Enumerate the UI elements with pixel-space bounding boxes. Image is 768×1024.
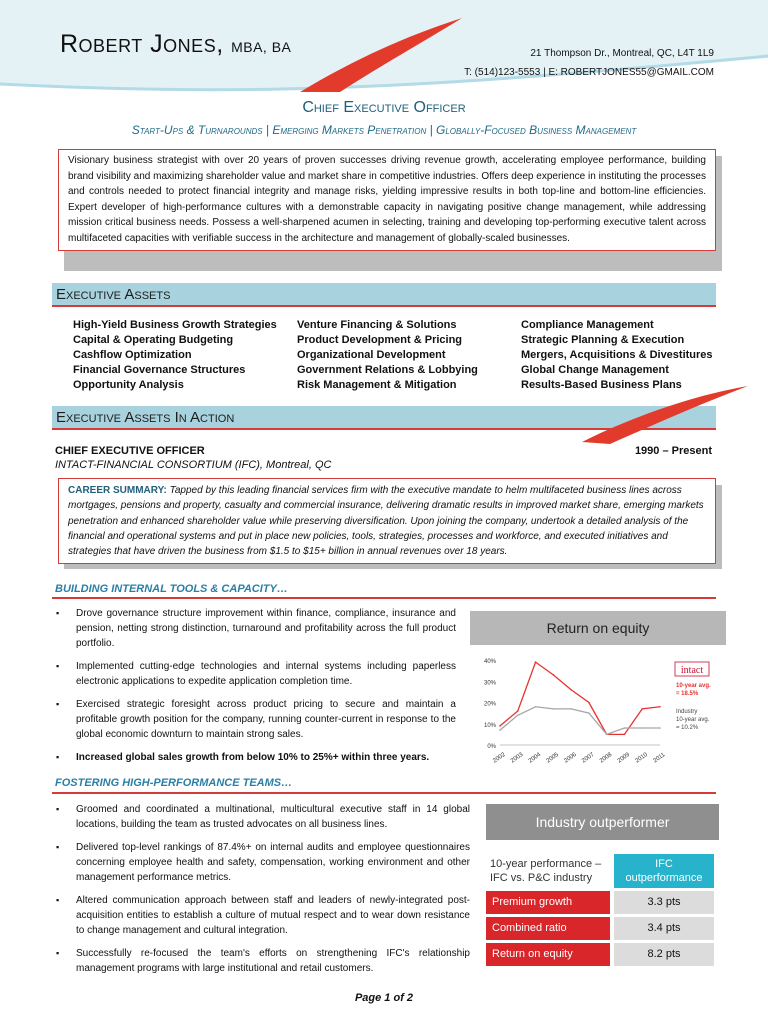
asset-item: Global Change Management xyxy=(521,364,669,376)
career-summary-box xyxy=(58,478,716,564)
data-point xyxy=(624,734,626,736)
data-point xyxy=(499,729,501,731)
job-dates: 1990 – Present xyxy=(634,445,712,457)
roe-chart xyxy=(470,611,726,771)
data-point xyxy=(588,702,590,704)
perf-row-value: 8.2 pts xyxy=(614,943,714,966)
career-summary-label: CAREER SUMMARY: xyxy=(68,485,167,496)
bullet-item: ▪ Exercised strategic foresight across product pricing to secure and maintain a profitable growth position for the company, running counter-current in response to the global economic downturn to maintain strong sales. xyxy=(52,697,456,742)
bullet-item: ▪ Drove governance structure improvement within finance, compliance, insurance and pension, netting strong distinction, turnaround and profitability across the full product portfolio. xyxy=(52,606,456,651)
candidate-name xyxy=(60,30,291,59)
assets-heading: Executive Assets xyxy=(52,283,716,307)
perf-header-left: 10-year performance – IFC vs. P&C industry xyxy=(490,858,602,884)
legend-industry-avg-label: 10-year avg. xyxy=(676,717,710,723)
career-summary-text: Tapped by this leading financial services firm with the executive mandate to helm multifaceted business lines across mortgages, pensions and property, casualty and commercial insurance, delivering dramatic results in improved market share, emerging markets penetration and enhanced shareholder value while preserving diversification. Upon joining the company, undertook a detailed analysis of the financial and operational systems and put in place new policies, tools, strategies, processes and workforce, and executed initiatives and strategies that have driven the business from $1.5 to $15+ billion in annual revenues over 18 years. xyxy=(68,485,704,558)
assets-column-2 xyxy=(297,318,478,393)
asset-item: Compliance Management xyxy=(521,319,654,331)
address: 21 Thompson Dr., Montreal, QC, L4T 1L9 xyxy=(530,48,714,59)
perf-rows xyxy=(486,891,719,966)
tagline: Start-Ups & Turnarounds | Emerging Markets Penetration | Globally-Focused Business Management xyxy=(131,123,637,137)
asset-item: Mergers, Acquisitions & Divestitures xyxy=(521,349,713,361)
data-point xyxy=(499,725,501,727)
y-tick-label: 0% xyxy=(487,744,496,750)
bullet-item: ▪ Groomed and coordinated a multinational, multicultural executive staff in 14 global locations, building the team as trusted advocates on all business lines. xyxy=(52,802,470,832)
name-text: Robert Jones, xyxy=(60,30,224,58)
y-tick-label: 40% xyxy=(483,659,496,665)
action-heading: Executive Assets In Action xyxy=(52,406,716,430)
data-point xyxy=(606,734,608,736)
series-line-industry xyxy=(500,707,660,735)
asset-item: Opportunity Analysis xyxy=(73,379,184,391)
section-heading-tools: BUILDING INTERNAL TOOLS & CAPACITY… xyxy=(55,583,288,595)
perf-row-label: Premium growth xyxy=(486,891,610,914)
section-heading-teams: FOSTERING HIGH-PERFORMANCE TEAMS… xyxy=(55,777,293,789)
section-divider xyxy=(52,792,716,794)
data-point xyxy=(570,689,572,691)
data-point xyxy=(659,706,661,708)
assets-column-1 xyxy=(73,318,277,393)
page-footer: Page 1 of 2 xyxy=(354,992,414,1004)
job-organization: INTACT-FINANCIAL CONSORTIUM (IFC), Montreal, QC xyxy=(55,459,332,471)
legend-industry-avg-value: = 10.2% xyxy=(676,725,699,731)
asset-item: Results-Based Business Plans xyxy=(521,379,682,391)
y-tick-label: 30% xyxy=(483,680,496,687)
x-tick-label: 2002 xyxy=(492,751,507,765)
data-point xyxy=(517,710,519,712)
tools-bullet-list xyxy=(52,606,456,773)
summary-box: Visionary business strategist with over 20 years of proven successes driving revenue growth, accelerating employee performance, building brand visibility and maximizing shareholder value and market share in competitive industries. Offers deep experience in instituting the processes and controls needed to protect financial integrity and manage risks, yielding impressive results in both top-line and bottom-line efficiencies. Expert developer of high-performance cultures with a demonstrable capacity in navigating positive change management, while addressing mission critical business needs. Possess a well-sharpened acumen in selecting, training and developing top-performing executive talent across multifaceted capacities with verifiable success in the architecture and management of globally-scaled businesses. xyxy=(58,149,716,251)
perf-row-label: Combined ratio xyxy=(486,917,610,940)
perf-header-right: IFC outperformance xyxy=(614,854,714,888)
x-tick-label: 2009 xyxy=(616,751,632,765)
asset-item: Government Relations & Lobbying xyxy=(297,364,478,376)
y-tick-label: 20% xyxy=(483,701,496,708)
perf-row-label: Return on equity xyxy=(486,943,610,966)
x-tick-label: 2005 xyxy=(545,751,560,765)
asset-item: Cashflow Optimization xyxy=(73,349,192,361)
perf-row xyxy=(486,943,719,966)
roe-chart-title: Return on equity xyxy=(470,611,726,645)
section-divider xyxy=(52,597,716,599)
asset-item: Strategic Planning & Execution xyxy=(521,334,685,346)
x-tick-label: 2006 xyxy=(563,751,578,765)
legend-industry-label: Industry xyxy=(676,709,698,715)
perf-row xyxy=(486,891,719,914)
data-point xyxy=(535,661,537,663)
contact-info: T: (514)123-5553 | E: ROBERTJONES55@GMAIL.COM xyxy=(464,67,714,78)
outperformer-title: Industry outperformer xyxy=(486,804,719,840)
headline: Chief Executive Officer xyxy=(302,99,466,116)
data-point xyxy=(517,714,519,716)
credentials: MBA, BA xyxy=(231,39,292,55)
asset-item: Capital & Operating Budgeting xyxy=(73,334,234,346)
data-point xyxy=(535,706,537,708)
intact-logo: intact xyxy=(680,665,704,676)
x-tick-label: 2010 xyxy=(634,751,649,765)
data-point xyxy=(553,674,555,676)
x-tick-label: 2011 xyxy=(652,752,667,765)
outperformer-table xyxy=(486,804,719,972)
bullet-item: ▪ Altered communication approach between staff and leaders of newly-integrated post-acquisition entities to establish a culture of mutual respect and to wear down resistance to change management and cultural integration. xyxy=(52,893,470,938)
asset-item: Financial Governance Structures xyxy=(73,364,246,376)
bullet-item: ▪ Increased global sales growth from below 10% to 25%+ within three years. xyxy=(52,750,456,765)
perf-row xyxy=(486,917,719,940)
asset-item: Risk Management & Mitigation xyxy=(297,379,457,391)
data-point xyxy=(624,727,626,729)
data-point xyxy=(641,727,643,729)
data-point xyxy=(570,708,572,710)
x-tick-label: 2004 xyxy=(527,751,543,765)
legend-intact-avg-label: 10-year avg. xyxy=(676,683,711,689)
asset-item: Venture Financing & Solutions xyxy=(297,319,457,331)
roe-chart-plot xyxy=(470,645,726,771)
x-tick-label: 2007 xyxy=(581,751,596,765)
data-point xyxy=(659,727,661,729)
bullet-item: ▪ Implemented cutting-edge technologies and internal systems including paperless electronic applications to expedite application completion time. xyxy=(52,659,456,689)
action-swoosh xyxy=(580,384,750,446)
teams-bullet-list xyxy=(52,802,470,984)
legend-intact-avg-value: = 18.5% xyxy=(676,691,699,697)
x-tick-label: 2008 xyxy=(598,751,614,765)
series-line-intact xyxy=(500,662,660,734)
job-title: CHIEF EXECUTIVE OFFICER xyxy=(55,445,205,457)
asset-item: Organizational Development xyxy=(297,349,446,361)
data-point xyxy=(588,712,590,714)
perf-row-value: 3.4 pts xyxy=(614,917,714,940)
bullet-item: ▪ Delivered top-level rankings of 87.4%+ on internal audits and employee questionnaires concerning employee health and safety, compensation, working environment and other management performance metrics. xyxy=(52,840,470,885)
data-point xyxy=(641,708,643,710)
data-point xyxy=(553,708,555,710)
asset-item: High-Yield Business Growth Strategies xyxy=(73,319,277,331)
perf-row-value: 3.3 pts xyxy=(614,891,714,914)
bullet-item: ▪ Successfully re-focused the team's efforts on strengthening IFC's relationship management programs with large institutional and retail customers. xyxy=(52,946,470,976)
asset-item: Product Development & Pricing xyxy=(297,334,463,346)
contact-block xyxy=(464,44,714,82)
assets-column-3 xyxy=(521,318,713,393)
x-tick-label: 2003 xyxy=(510,751,525,765)
y-tick-label: 10% xyxy=(483,722,496,729)
